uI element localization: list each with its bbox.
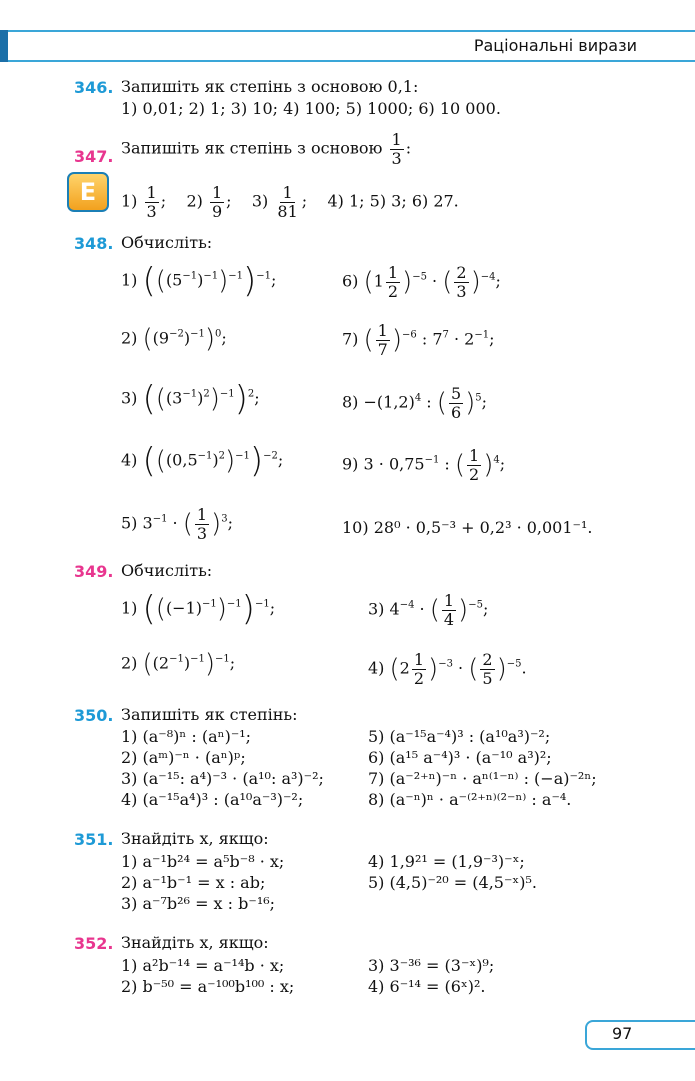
problem-352-left-column <box>121 955 294 997</box>
problem-number-346: 346. <box>74 78 114 97</box>
expr-348-5: 5) $3^{-1}$ · ( $\frac{1}{3}$ )$^3$; <box>121 505 233 543</box>
problem-number-351: 351. <box>74 830 114 849</box>
expr-348-2: 2) $((9^{-2})^{-1})^0$; <box>121 324 227 354</box>
expr-348-4: 4) $(((0,5^{-1})^2)^{-1})^{-2}$; <box>121 441 284 481</box>
problem-347-text: Запишіть як степінь з основою $\frac{1}{3}$ : <box>121 130 412 168</box>
problem-351-right-column <box>368 851 537 893</box>
expr-351-3: 3) a⁻⁷b²⁶ = x : b⁻¹⁶; <box>121 894 276 913</box>
page-number-tab <box>585 1020 695 1050</box>
problem-352-right-column <box>368 955 494 997</box>
expr-350-8: 8) (a⁻ⁿ)ⁿ · a⁻⁽²⁺ⁿ⁾⁽²⁻ⁿ⁾ : a⁻⁴. <box>368 790 572 809</box>
problem-351-left-column <box>121 851 284 914</box>
problem-346-text: Запишіть як степінь з основою 0,1: <box>121 77 419 96</box>
expr-350-4: 4) (a⁻¹⁵a⁴)³ : (a¹⁰a⁻³)⁻²; <box>121 790 304 809</box>
expr-352-4: 4) 6⁻¹⁴ = (6ˣ)². <box>368 977 486 996</box>
problem-352-text: Знайдіть x, якщо: <box>121 933 269 952</box>
expr-352-2: 2) b⁻⁵⁰ = a⁻¹⁰⁰b¹⁰⁰ : x; <box>121 977 295 996</box>
expr-350-2: 2) (aᵐ)⁻ⁿ · (aⁿ)ᵖ; <box>121 748 246 767</box>
expr-349-2: 2) $((2^{-1})^{-1})^{-1}$; <box>121 649 236 679</box>
problem-number-347: 347. <box>74 147 114 166</box>
problem-349-text: Обчисліть: <box>121 561 213 580</box>
expr-350-5: 5) (a⁻¹⁵a⁻⁴)³ : (a¹⁰a³)⁻²; <box>368 727 551 746</box>
problem-348-text: Обчисліть: <box>121 233 213 252</box>
expr-351-2: 2) a⁻¹b⁻¹ = x : ab; <box>121 873 266 892</box>
expr-350-3: 3) (a⁻¹⁵: a⁴)⁻³ · (a¹⁰: a³)⁻²; <box>121 769 324 788</box>
expr-352-3: 3) 3⁻³⁶ = (3⁻ˣ)⁹; <box>368 956 495 975</box>
expr-351-4: 4) 1,9²¹ = (1,9⁻³)⁻ˣ; <box>368 852 525 871</box>
difficulty-e-icon: E <box>67 172 109 212</box>
expr-352-1: 1) a²b⁻¹⁴ = a⁻¹⁴b · x; <box>121 956 285 975</box>
expr-349-4: 4) (2 $\frac{1}{2}$ )$^{-3}$ · ( $\frac{2}{5}$ )$^{-5}$. <box>368 650 527 688</box>
expr-350-1: 1) (a⁻⁸)ⁿ : (aⁿ)⁻¹; <box>121 727 252 746</box>
problem-350-right-column <box>368 726 597 810</box>
expr-348-3: 3) $(((3^{-1})^2)^{-1})^2$; <box>121 379 260 419</box>
expr-349-3: 3) $4^{-4}$ · ( $\frac{1}{4}$ )$^{-5}$; <box>368 591 489 629</box>
expr-348-1: 1) $(((5^{-1})^{-1})^{-1})^{-1}$; <box>121 261 277 301</box>
page-number: 97 <box>612 1024 633 1043</box>
expr-348-7: 7) ( $\frac{1}{7}$ )$^{-6}$ : $7^7 \cdot 2^{-1}$; <box>342 321 495 359</box>
expr-350-7: 7) (a⁻²⁺ⁿ)⁻ⁿ · aⁿ⁽¹⁻ⁿ⁾ : (−a)⁻²ⁿ; <box>368 769 597 788</box>
problem-number-352: 352. <box>74 934 114 953</box>
problem-number-348: 348. <box>74 234 114 253</box>
problem-350-left-column <box>121 726 324 810</box>
problem-347-items: 1) $\frac{1}{3}$ ; 2) $\frac{1}{9}$ ; 3) $\frac{1}{81}$ ; 4) 1; 5) 3; 6) 27. <box>121 183 459 221</box>
expr-350-6: 6) (a¹⁵ a⁻⁴)³ · (a⁻¹⁰ a³)²; <box>368 748 552 767</box>
header-accent-bar <box>0 30 8 62</box>
chapter-title: Раціональні вирази <box>473 36 637 55</box>
expr-351-1: 1) a⁻¹b²⁴ = a⁵b⁻⁸ · x; <box>121 852 285 871</box>
expr-348-8: $8) -(1,2)^4$ : ( $\frac{5}{6}$ )$^5$; <box>342 384 488 422</box>
expr-348-9: 9) $3 \cdot 0,75^{-1}$ : ( $\frac{1}{2}$ )$^4$; <box>342 446 506 484</box>
expr-351-5: 5) (4,5)⁻²⁰ = (4,5⁻ˣ)⁵. <box>368 873 537 892</box>
problem-number-349: 349. <box>74 562 114 581</box>
problem-346-items: 1) 0,01; 2) 1; 3) 10; 4) 100; 5) 1000; 6) 10 000. <box>121 99 501 118</box>
expr-348-6: 6) (1 $\frac{1}{2}$ )$^{-5}$ · ( $\frac{2}{3}$ )$^{-4}$; <box>342 263 501 301</box>
fraction-one-third: $\frac{1}{3}$ <box>391 130 402 168</box>
expr-349-1: 1) $(((-1)^{-1})^{-1})^{-1}$; <box>121 589 276 629</box>
problem-351-text: Знайдіть x, якщо: <box>121 829 269 848</box>
problem-350-text: Запишіть як степінь: <box>121 705 298 724</box>
expr-348-10: 10) 28⁰ · 0,5⁻³ + 0,2³ · 0,001⁻¹. <box>342 518 593 537</box>
problem-number-350: 350. <box>74 706 114 725</box>
